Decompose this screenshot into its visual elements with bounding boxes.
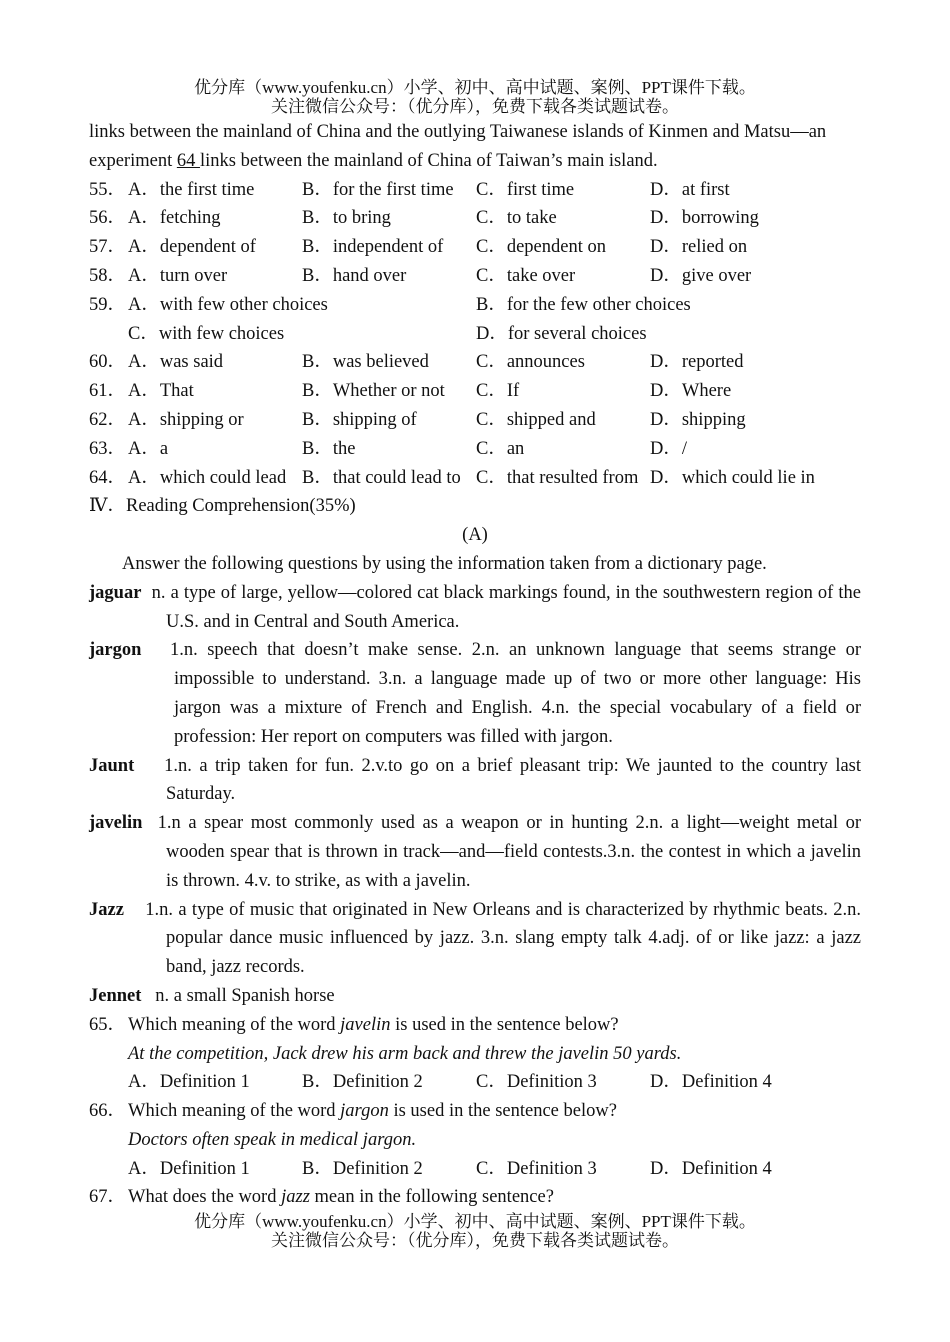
question-59-options-cd xyxy=(89,320,861,349)
option-c: C．take over xyxy=(476,265,576,286)
question-65-options xyxy=(89,1068,861,1097)
option-b: B．independent of xyxy=(302,237,444,258)
question-number: 67． xyxy=(89,1187,127,1208)
option-a: A．with few other choices xyxy=(128,294,328,315)
question-65 xyxy=(89,1011,861,1040)
option-c: C．an xyxy=(476,438,525,459)
question-64 xyxy=(89,464,861,493)
question-stem xyxy=(128,1097,617,1126)
example-sentence: Doctors often speak in medical jargon. xyxy=(128,1129,417,1150)
option-d: D．relied on xyxy=(650,237,748,258)
question-number: 64． xyxy=(89,467,127,488)
question-67 xyxy=(89,1183,861,1212)
section-title: Ⅳ．Reading Comprehension(35%) xyxy=(89,496,356,517)
question-number: 62． xyxy=(89,409,127,430)
option-d: D．reported xyxy=(650,352,744,373)
option-c: C．If xyxy=(476,381,520,402)
question-60 xyxy=(89,348,861,377)
option-b: B．shipping of xyxy=(302,409,417,430)
stem-text: mean in the following sentence? xyxy=(309,1187,554,1208)
option-c: C．Definition 3 xyxy=(476,1072,597,1093)
stem-word: jazz xyxy=(281,1187,310,1208)
option-d: D．shipping xyxy=(650,409,746,430)
entry-term: Jazz xyxy=(89,899,124,920)
option-c: C．dependent on xyxy=(476,237,606,258)
passage-text: links between the mainland of China of Taiwan’s main island. xyxy=(199,150,658,171)
entry-term: javelin xyxy=(89,813,143,834)
entry-separator xyxy=(141,583,151,603)
passage-line-1: links between the mainland of China and the outlying Taiwanese islands of Kinmen and Matsu—an xyxy=(89,122,827,142)
option-c: C．first time xyxy=(476,179,575,200)
option-b: B．Definition 2 xyxy=(302,1158,423,1179)
option-d: D．Where xyxy=(650,381,732,402)
question-57 xyxy=(89,233,861,262)
question-stem xyxy=(128,1183,554,1212)
question-number: 55． xyxy=(89,179,127,200)
stem-text: Which meaning of the word xyxy=(128,1101,341,1122)
entry-jazz xyxy=(89,896,861,982)
question-55 xyxy=(89,176,861,205)
stem-text: Which meaning of the word xyxy=(128,1014,341,1035)
entry-separator xyxy=(141,986,155,1006)
option-a: A．turn over xyxy=(128,265,228,286)
question-66 xyxy=(89,1097,861,1126)
instruction: Answer the following questions by using the information taken from a dictionary page. xyxy=(122,553,767,574)
option-a: A．Definition 1 xyxy=(128,1158,250,1179)
question-61 xyxy=(89,377,861,406)
passage-text: experiment xyxy=(89,150,177,171)
entry-separator xyxy=(142,813,157,833)
option-b: B．to bring xyxy=(302,208,391,229)
passage-line-2 xyxy=(89,147,861,176)
option-b: B．that could lead to xyxy=(302,467,461,488)
question-56 xyxy=(89,204,861,233)
question-59 xyxy=(89,291,861,320)
entry-jaunt xyxy=(89,752,861,810)
entry-jargon xyxy=(89,636,861,751)
footer-line-1: 优分库（www.youfenku.cn）小学、初中、高中试题、案例、PPT课件下载。 xyxy=(194,1212,756,1231)
option-d: D．Definition 4 xyxy=(650,1158,772,1179)
page-footer xyxy=(0,1212,950,1250)
question-number: 61． xyxy=(89,381,127,402)
option-b: B．for the first time xyxy=(302,179,454,200)
question-number: 58． xyxy=(89,265,127,286)
part-label: (A) xyxy=(462,525,488,546)
option-a: A．which could lead xyxy=(128,467,287,488)
option-c: C．to take xyxy=(476,208,557,229)
option-d: D．give over xyxy=(650,265,752,286)
option-a: A．That xyxy=(128,381,194,402)
page-content xyxy=(89,118,861,1212)
option-c: C．announces xyxy=(476,352,585,373)
option-a: A．fetching xyxy=(128,208,221,229)
question-number: 57． xyxy=(89,237,127,258)
entry-term: jargon xyxy=(89,640,142,661)
entry-jaguar xyxy=(89,579,861,637)
question-stem xyxy=(128,1011,619,1040)
entry-term: jaguar xyxy=(89,582,142,603)
option-d: D．for several choices xyxy=(476,323,647,344)
entry-definition: 1.n. a type of music that originated in New Orleans and is characterized by rhythmic beats. 2.n. popular dance music influenced by jazz. 3.n. slang empty talk 4.adj. of or like jazz: a jazz band, jazz records. xyxy=(145,899,862,978)
entry-definition: n. a small Spanish horse xyxy=(155,985,335,1006)
option-d: D．at first xyxy=(650,179,730,200)
entry-separator xyxy=(134,756,164,776)
entry-javelin xyxy=(89,809,861,895)
question-66-options xyxy=(89,1155,861,1184)
option-b: B．was believed xyxy=(302,352,429,373)
option-d: D．borrowing xyxy=(650,208,759,229)
question-list xyxy=(89,176,861,493)
entry-separator xyxy=(124,900,145,920)
option-b: B．Whether or not xyxy=(302,381,445,402)
stem-text: is used in the sentence below? xyxy=(390,1014,619,1035)
entry-definition: 1.n. speech that doesn’t make sense. 2.n. an unknown language that seems strange or impossible to understand. 3.n. a language made up of two or more other language: His jargon was a mixture of French and English. 4.n. the special vocabulary of a field or profession: Her report on computers was filled with jargon. xyxy=(169,640,861,747)
entry-definition: 1.n. a trip taken for fun. 2.v.to go on a brief pleasant trip: We jaunted to the country last Saturday. xyxy=(164,755,862,805)
entry-term: Jaunt xyxy=(89,755,135,776)
option-b: B．for the few other choices xyxy=(476,294,691,315)
stem-word: jargon xyxy=(340,1101,389,1122)
stem-word: javelin xyxy=(340,1014,391,1035)
option-c: C．with few choices xyxy=(128,323,285,344)
question-number: 63． xyxy=(89,438,127,459)
question-number: 56． xyxy=(89,208,127,229)
footer-line-2: 关注微信公众号：（优分库），免费下载各类试题试卷。 xyxy=(271,1231,679,1250)
question-number: 66． xyxy=(89,1101,127,1122)
option-d: D．which could lie in xyxy=(650,467,815,488)
question-number: 59． xyxy=(89,294,127,315)
entry-separator xyxy=(141,640,170,660)
option-c: C．that resulted from xyxy=(476,467,639,488)
entry-jennet xyxy=(89,982,861,1011)
option-b: B．the xyxy=(302,438,356,459)
header-line-1: 优分库（www.youfenku.cn）小学、初中、高中试题、案例、PPT课件下载。 xyxy=(194,78,756,97)
question-63 xyxy=(89,435,861,464)
entry-term: Jennet xyxy=(89,985,142,1006)
option-b: B．hand over xyxy=(302,265,407,286)
header-line-2: 关注微信公众号：（优分库），免费下载各类试题试卷。 xyxy=(271,97,679,116)
entry-definition: n. a type of large, yellow—colored cat black markings found, in the southwestern region of the U.S. and in Central and South America. xyxy=(151,582,862,632)
option-c: C．Definition 3 xyxy=(476,1158,597,1179)
dictionary-entries xyxy=(89,579,861,1011)
stem-text: What does the word xyxy=(128,1187,282,1208)
question-number: 65． xyxy=(89,1014,127,1035)
option-a: A．Definition 1 xyxy=(128,1072,250,1093)
page-header xyxy=(0,78,950,116)
option-a: A．shipping or xyxy=(128,409,244,430)
option-a: A．was said xyxy=(128,352,224,373)
option-a: A．a xyxy=(128,438,169,459)
option-b: B．Definition 2 xyxy=(302,1072,423,1093)
blank-64: 64 xyxy=(176,150,200,171)
stem-text: is used in the sentence below? xyxy=(388,1101,617,1122)
question-62 xyxy=(89,406,861,435)
question-58 xyxy=(89,262,861,291)
option-d: D．/ xyxy=(650,438,688,459)
option-a: A．dependent of xyxy=(128,237,256,258)
option-a: A．the first time xyxy=(128,179,255,200)
option-c: C．shipped and xyxy=(476,409,596,430)
example-sentence: At the competition, Jack drew his arm back and threw the javelin 50 yards. xyxy=(128,1043,682,1064)
entry-definition: 1.n a spear most commonly used as a weapon or in hunting 2.n. a light—weight metal or wooden spear that is thrown in track—and—field contests.3.n. the contest in which a javelin is thrown. 4.v. to strike, as with a javelin. xyxy=(157,813,862,891)
option-d: D．Definition 4 xyxy=(650,1072,772,1093)
question-number: 60． xyxy=(89,352,127,373)
